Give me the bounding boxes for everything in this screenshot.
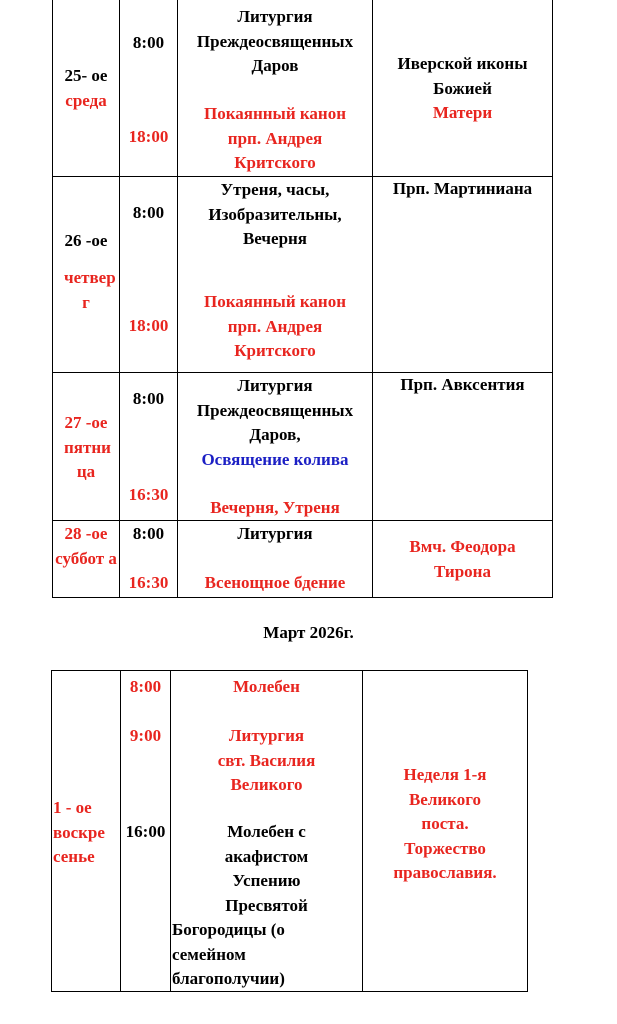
service-line: Пресвятой — [225, 895, 308, 915]
service-line: Даров, — [249, 425, 301, 444]
feast-line: Божией — [433, 78, 492, 98]
service-line: Покаянный канон — [204, 292, 346, 311]
time-cell — [121, 671, 171, 992]
weekday-label: пятни ца — [64, 437, 111, 481]
month-caption: Март 2026г. — [263, 623, 354, 642]
feast-line: Великого — [408, 789, 482, 809]
service-line: Освящение колива — [201, 449, 349, 469]
date-label: 27 -ое — [64, 413, 108, 432]
time-label: 18:00 — [128, 127, 169, 146]
feast-cell — [373, 177, 553, 373]
schedule-table-february — [52, 0, 553, 598]
service-cell — [178, 373, 373, 521]
service-line: Вечерня, Утреня — [210, 498, 340, 517]
time-label: 16:30 — [128, 485, 169, 504]
service-line: Критского — [234, 341, 316, 360]
feast-line: поста. — [421, 814, 469, 833]
time-label: 8:00 — [129, 677, 162, 696]
service-line: Богородицы (о — [172, 920, 285, 939]
service-line: прп. Андрея — [227, 128, 323, 148]
service-line: семейном — [172, 944, 246, 964]
date-label: 26 -ое — [64, 231, 108, 250]
time-label: 8:00 — [132, 524, 165, 543]
service-line: благополучии) — [172, 969, 285, 988]
service-line: свт. Василия — [217, 750, 316, 770]
feast-cell — [373, 0, 553, 177]
service-line: Молебен с — [227, 822, 306, 841]
feast-line: православия. — [393, 863, 497, 882]
feast-line: Неделя 1-я — [403, 765, 487, 784]
date-cell — [52, 671, 121, 992]
table-row — [53, 0, 553, 177]
service-line: Всенощное бдение — [204, 573, 346, 592]
table-row — [53, 373, 553, 521]
date-cell — [53, 177, 120, 373]
date-cell — [53, 0, 120, 177]
weekday-label: среда — [65, 91, 107, 110]
date-label: 25- ое — [64, 66, 108, 85]
date-label: 1 - ое — [53, 798, 92, 817]
feast-line: Прп. Мартиниана — [392, 179, 533, 198]
date-cell — [53, 521, 120, 598]
time-label: 8:00 — [132, 389, 165, 408]
feast-line: Тирона — [434, 561, 491, 581]
service-cell — [171, 671, 363, 992]
time-cell — [120, 177, 178, 373]
time-label: 18:00 — [128, 316, 169, 335]
service-line: прп. Андрея — [227, 316, 323, 336]
weekday-label: четвер г — [64, 268, 116, 312]
time-label: 8:00 — [132, 33, 165, 52]
service-line: Великого — [230, 775, 303, 794]
service-cell — [178, 0, 373, 177]
weekday-label: воскре — [53, 822, 105, 842]
service-line: Даров — [251, 56, 299, 75]
service-line: Литургия — [228, 726, 305, 745]
service-line: акафистом — [224, 846, 309, 866]
time-label: 16:30 — [128, 573, 169, 592]
table-row — [53, 521, 553, 598]
service-cell — [178, 521, 373, 598]
service-line: Молебен — [233, 677, 300, 696]
feast-cell — [363, 671, 528, 992]
time-label: 8:00 — [132, 203, 165, 222]
feast-line: Иверской иконы — [397, 54, 528, 73]
feast-line: Вмч. Феодора — [409, 537, 516, 556]
time-cell — [120, 373, 178, 521]
time-cell — [120, 0, 178, 177]
date-cell — [53, 373, 120, 521]
feast-cell — [373, 521, 553, 598]
table-row — [53, 177, 553, 373]
service-cell — [178, 177, 373, 373]
table-row — [52, 671, 528, 992]
feast-line: Матери — [432, 103, 493, 122]
service-line: Вечерня — [242, 229, 308, 248]
service-line: Утреня, часы, — [220, 180, 330, 199]
service-line: Изобразительны, — [208, 204, 342, 224]
feast-line: Торжество — [404, 838, 486, 858]
service-line: Преждеосвященных — [196, 31, 354, 51]
time-label: 16:00 — [125, 822, 166, 841]
service-line: Преждеосвященных — [196, 400, 354, 420]
service-line: Литургия — [237, 524, 313, 543]
service-line: Литургия — [237, 376, 313, 395]
feast-line: Прп. Авксентия — [400, 375, 525, 394]
feast-cell — [373, 373, 553, 521]
service-line: Покаянный канон — [204, 104, 346, 123]
weekday-label: сенье — [53, 847, 95, 866]
date-label: 28 -ое — [64, 524, 108, 543]
time-label: 9:00 — [129, 726, 162, 745]
service-line: Критского — [234, 153, 316, 172]
weekday-label: суббот а — [55, 548, 117, 568]
service-line: Литургия — [237, 7, 313, 26]
time-cell — [120, 521, 178, 598]
schedule-table-march — [51, 670, 528, 992]
service-line: Успению — [232, 871, 301, 890]
